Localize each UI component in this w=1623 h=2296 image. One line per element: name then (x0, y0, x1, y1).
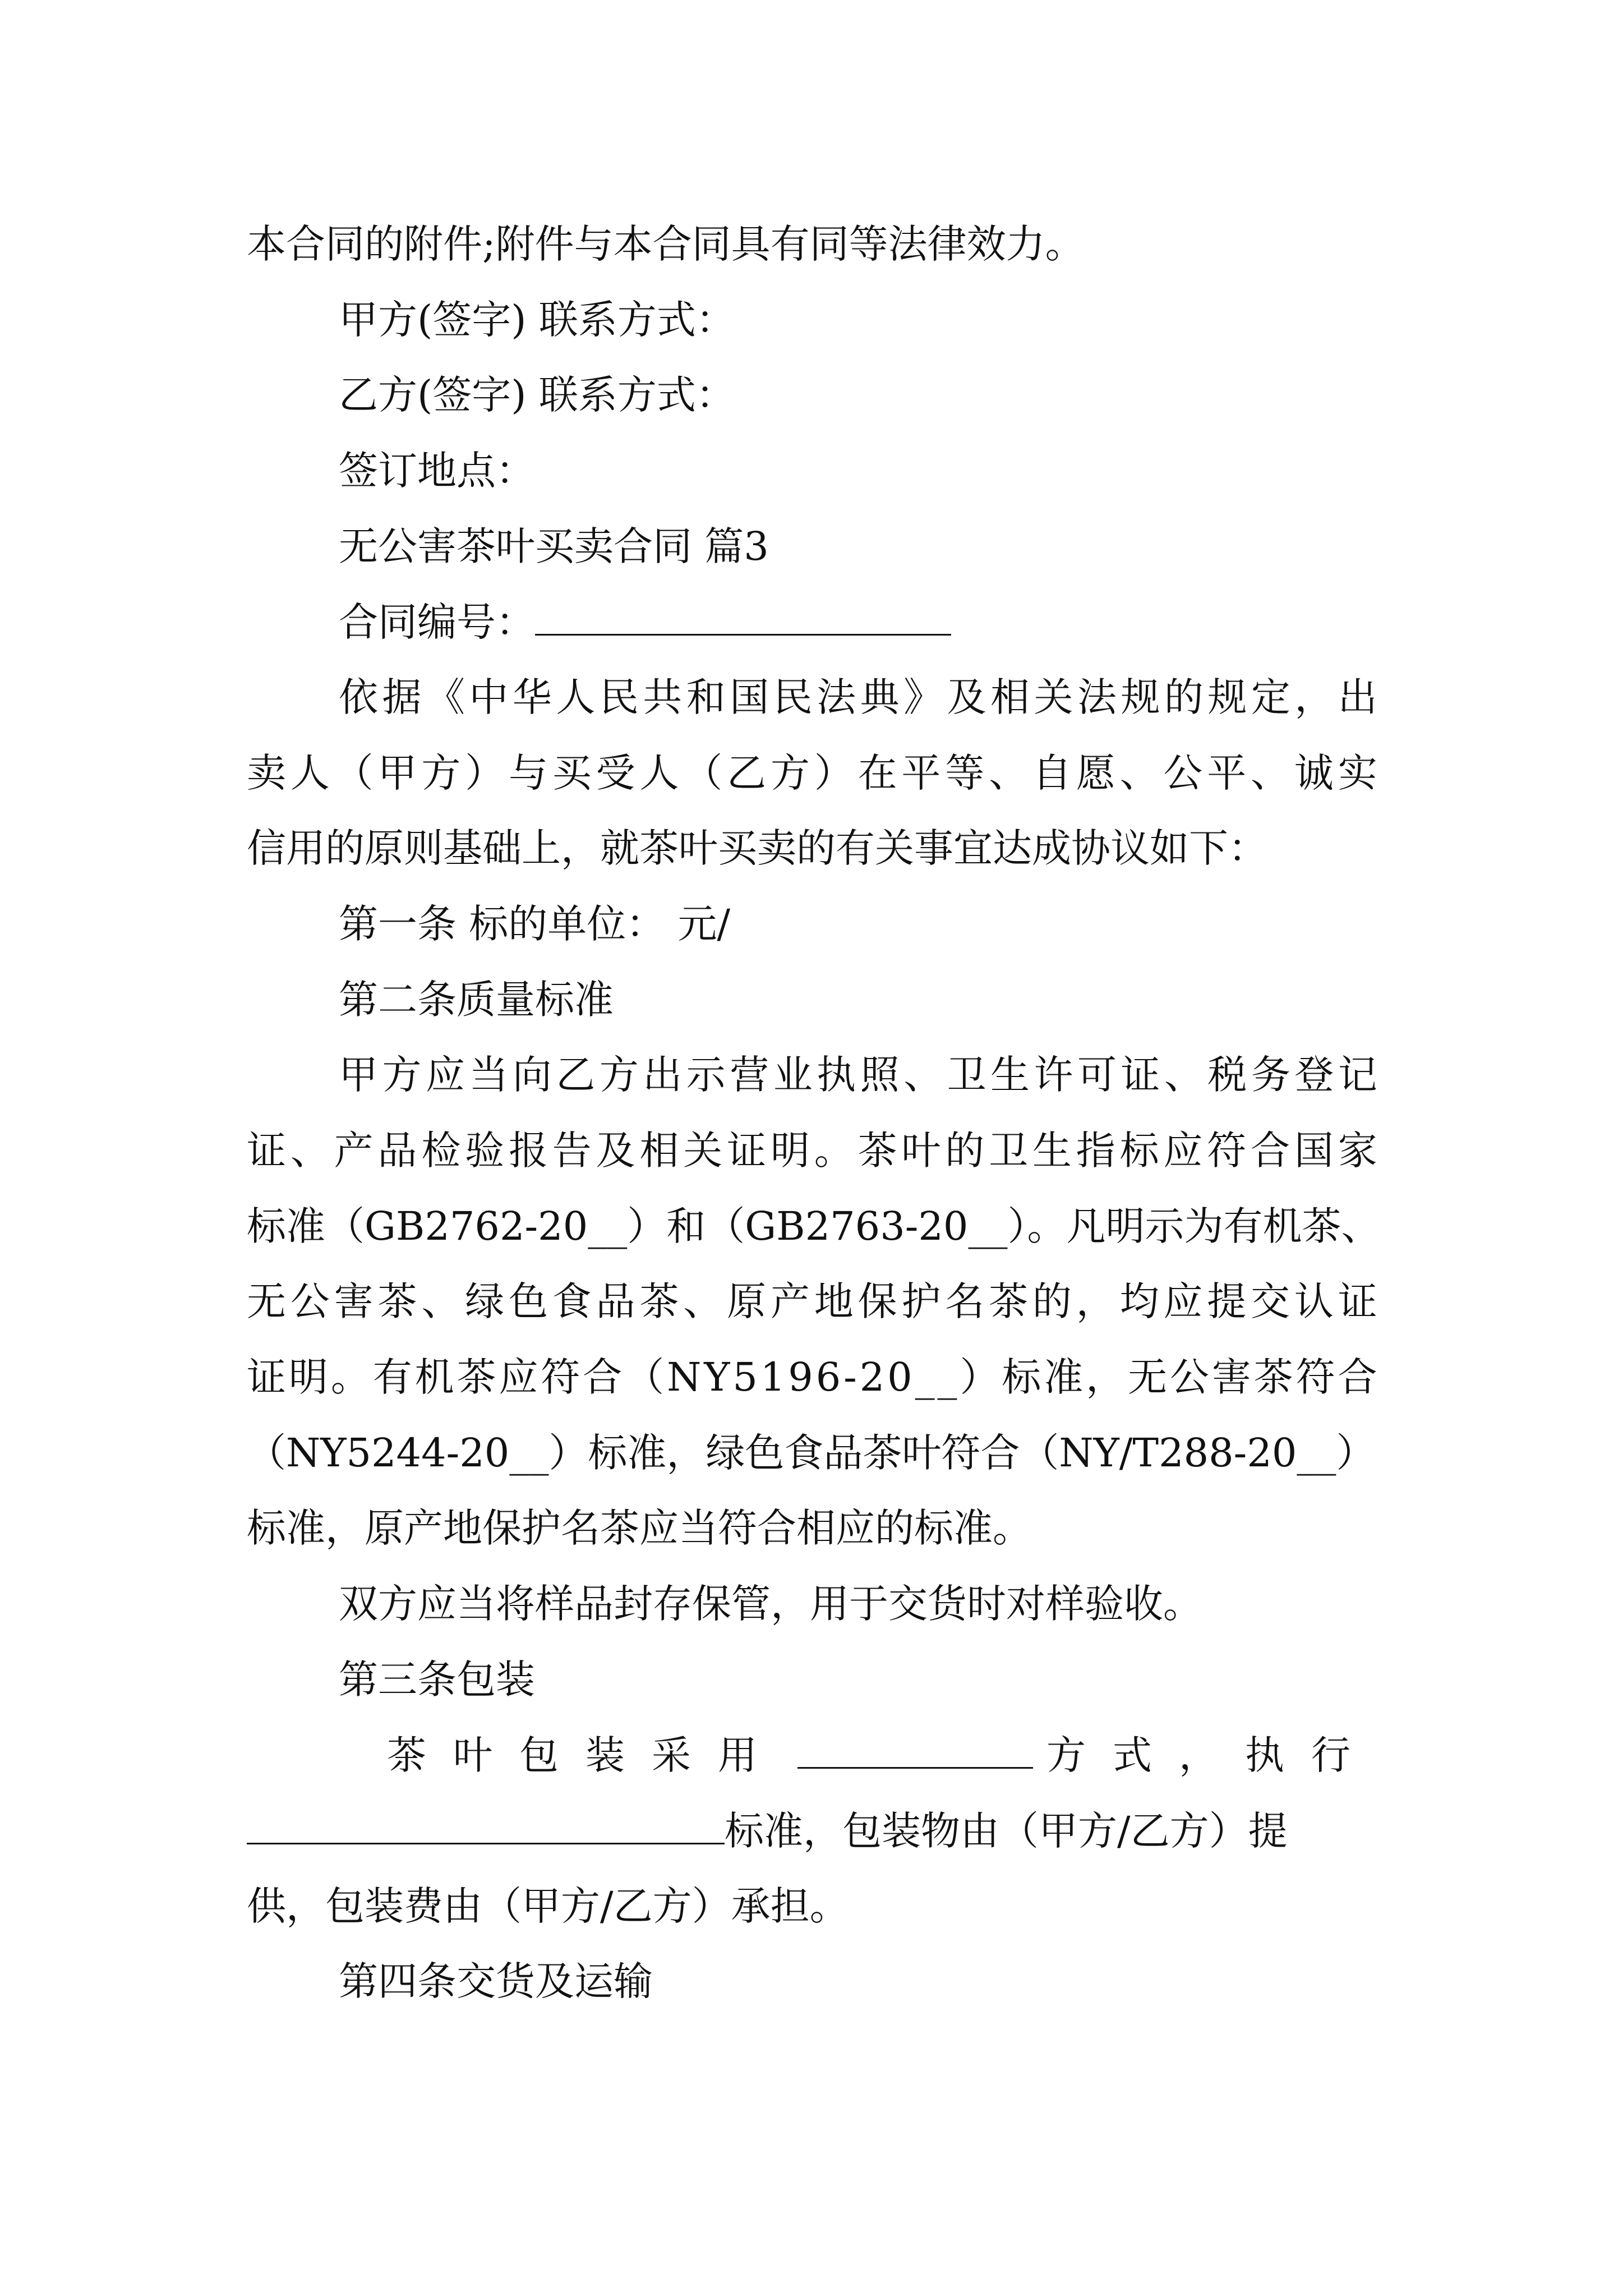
packaging-standard-text: 标准，包装物由（甲方/乙方）提 (725, 1808, 1288, 1854)
signing-place-line: 签订地点： (339, 448, 535, 494)
article-1-line: 第一条 标的单位： 元/ (339, 901, 731, 947)
packaging-standard-line (247, 1802, 1288, 1859)
text-line-8: 卖 人 （ 甲 方 ） 与 买 受 人 （ 乙 方 ） 在 平 等 、 自 愿 、 公 平 、 诚 实 (247, 750, 1377, 796)
article-2-heading: 第二条质量标准 (339, 977, 614, 1023)
text-line-16: 证 明 。 有 机 茶 应 符 合 （ N Y 5 1 9 6 - 2 0 _ _ ） 标 准 ， 无 公 害 茶 符 合 (247, 1354, 1377, 1400)
text-line-23: 供，包装费由（甲方/乙方）承担。 (247, 1883, 849, 1929)
text-line-7: 依 据 《 中 华 人 民 共 和 国 民 法 典 》 及 相 关 法 规 的 规 定 ， 出 (339, 674, 1377, 720)
packaging-standard-blank (247, 1802, 725, 1844)
text-line-13: 证 、 产 品 检 验 报 告 及 相 关 证 明 。 茶 叶 的 卫 生 指 标 应 符 合 国 家 (247, 1128, 1377, 1174)
text-line-12: 甲 方 应 当 向 乙 方 出 示 营 业 执 照 、 卫 生 许 可 证 、 税 务 登 记 (339, 1052, 1377, 1098)
text-line-15: 无 公 害 茶 、 绿 色 食 品 茶 、 原 产 地 保 护 名 茶 的 ， 均 应 提 交 认 证 (247, 1278, 1377, 1324)
contract-number-blank (535, 593, 951, 636)
packaging-method-blank (797, 1727, 1033, 1769)
section-heading: 无公害茶叶买卖合同 篇3 (339, 523, 769, 569)
packaging-text-a: 茶叶包装采用 (387, 1732, 784, 1778)
contract-number-line (339, 593, 951, 650)
text-line-17: （NY5244-20__）标准，绿色食品茶叶符合（NY/T288-20__） (247, 1430, 1376, 1476)
text-line-1: 本合同的附件;附件与本合同具有同等法律效力。 (247, 221, 1085, 267)
article-3-heading: 第三条包装 (339, 1657, 535, 1703)
text-line-9: 信用的原则基础上，就茶叶买卖的有关事宜达成协议如下： (247, 825, 1267, 871)
text-line-14: 标准（GB2762-20__）和（GB2763-20__）。凡明示为有机茶、 (247, 1203, 1381, 1249)
packaging-text-b: 方式，执行 (1046, 1732, 1377, 1778)
packaging-line (387, 1727, 1377, 1783)
text-line-19: 双方应当将样品封存保管，用于交货时对样验收。 (339, 1581, 1202, 1627)
article-4-heading: 第四条交货及运输 (339, 1958, 653, 2004)
text-line-18: 标准，原产地保护名茶应当符合相应的标准。 (247, 1505, 1032, 1551)
party-a-signature-line: 甲方(签字) 联系方式： (339, 297, 735, 343)
contract-number-label: 合同编号： (339, 599, 535, 645)
party-b-signature-line: 乙方(签字) 联系方式： (339, 372, 735, 418)
